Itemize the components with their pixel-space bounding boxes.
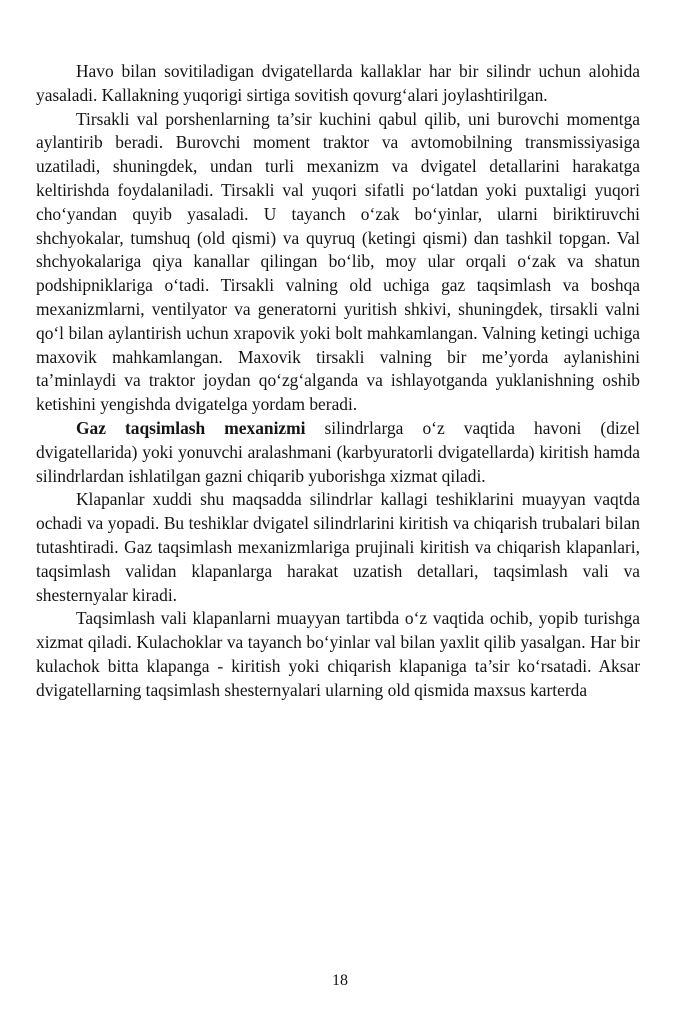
paragraph-text: Tirsakli val porshenlarning ta’sir kuchini qabul qilib, uni burovchi momentga aylantirib beradi. Burovchi moment traktor va avtomobilning transmissiyasiga uzatiladi, shuningdek, undan turli mexanizm va dvigatel detallarini harakatga keltirishda foydalaniladi. Tirsakli val yuqori sifatli po‘latdan yoki puxtaligi yuqori cho‘yandan quyib yasaladi. U tayanch o‘zak bo‘yinlar, ularni biriktiruvchi shchyokalar, tumshuq (old qismi) va quyruq (ketingi qismi) dan tashkil topgan. Val shchyokalariga qiya kanallar qilingan bo‘lib, moy ular orqali o‘zak va shatun podshipniklariga o‘tadi. Tirsakli valning old uchiga gaz taqsimlash va boshqa mexanizmlarni, ventilyator va generatorni yuritish shkivi, shuningdek, tirsakli valni qo‘l bilan aylantirish uchun xrapovik yoki bolt mahkamlangan. Valning ketingi uchiga maxovik mahkamlangan. Maxovik tirsakli valning bir me’yorda aylanishini ta’minlaydi va traktor joydan qo‘zg‘alganda va ishlayotganda yuklanishning oshib ketishini yengishda dvigatelga yordam beradi. [36, 108, 640, 415]
paragraph-valves [36, 488, 640, 607]
paragraph-text: Taqsimlash vali klapanlarni muayyan tartibda o‘z vaqtida ochib, yopib turishga xizmat qiladi. Kulachoklar va tayanch bo‘yinlar val bilan yaxlit qilib yasalgan. Har bir kulachok bitta klapanga - kiritish yoki chiqarish klapaniga ta’sir ko‘rsatadi. Aksar dvigatellarning taqsimlash shesternyalari ularning old qismida maxsus karterda [36, 608, 640, 700]
paragraph-camshaft [36, 607, 640, 702]
page-number: 18 [332, 972, 348, 989]
paragraph-text: Klapanlar xuddi shu maqsadda silindrlar kallagi teshiklarini muayyan vaqtda ochadi va yopadi. Bu teshiklar dvigatel silindrlarini kiritish va chiqarish trubalari bilan tutashtiradi. Gaz taqsimlash mexanizmlariga prujinali kiritish va chiqarish klapanlari, taqsimlash validan klapanlarga harakat uzatish detallari, taqsimlash vali va shesternyalar kiradi. [36, 489, 640, 605]
paragraph-term-bold: Gaz taqsimlash mexanizmi [76, 417, 306, 438]
paragraph-air-cooled-heads [36, 60, 640, 108]
paragraph-text: silindrlarga o‘z vaqtida havoni (dizel dvigatellarida) yoki yonuvchi aralashmani (karbyuratorli dvigatellarda) kiritish hamda silindrlardan ishlatilgan gazni chiqarib yuborishga xizmat qiladi. [36, 417, 641, 486]
paragraph-crankshaft [36, 108, 640, 417]
paragraph-text: Havo bilan sovitiladigan dvigatellarda kallaklar har bir silindr uchun alohida yasaladi. Kallakning yuqorigi sirtiga sovitish qovurg‘alari joylashtirilgan. [36, 61, 640, 105]
paragraph-gas-distribution [36, 417, 640, 488]
page-body [36, 60, 640, 703]
